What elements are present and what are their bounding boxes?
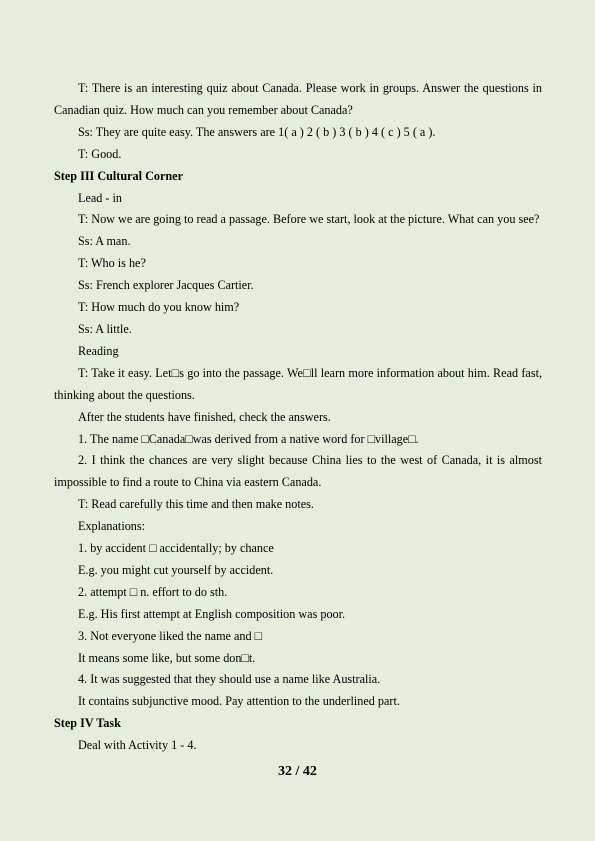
page-content [54, 78, 542, 757]
paragraph-quiz-intro: T: There is an interesting quiz about Canada. Please work in groups. Answer the questions in Canadian quiz. How much can you remember about Canada? [54, 81, 542, 117]
page-number: 32 / 42 [278, 764, 317, 779]
paragraph-read-fast: T: Take it easy. Let□s go into the passage. We□ll learn more information about him. Read fast, thinking about the questions. [54, 365, 542, 402]
explanation-2: 2. attempt □ n. effort to do sth. [78, 584, 228, 599]
example-1: E.g. you might cut yourself by accident. [78, 562, 274, 577]
heading-step-4: Step IV Task [54, 716, 121, 731]
paragraph-make-notes: T: Read carefully this time and then make notes. [78, 497, 314, 512]
example-2: E.g. His first attempt at English composition was poor. [78, 606, 346, 621]
explanation-3: 3. Not everyone liked the name and □ [78, 628, 263, 643]
explanation-1: 1. by accident □ accidentally; by chance [78, 541, 274, 556]
subheading-explanations: Explanations: [78, 519, 146, 534]
paragraph-check-answers: After the students have finished, check the answers. [78, 409, 331, 424]
paragraph-a-little: Ss: A little. [78, 321, 132, 336]
answer-1: 1. The name □Canada□was derived from a native word for □village□. [78, 431, 419, 446]
example-3: It means some like, but some don□t. [78, 650, 256, 665]
subheading-reading: Reading [78, 343, 119, 358]
paragraph-know-him: T: How much do you know him? [78, 300, 240, 315]
example-4: It contains subjunctive mood. Pay attention to the underlined part. [78, 694, 400, 709]
paragraph-look-picture: T: Now we are going to read a passage. Before we start, look at the picture. What can you see? [78, 212, 540, 227]
heading-step-3: Step III Cultural Corner [54, 168, 183, 183]
paragraph-a-man: Ss: A man. [78, 234, 131, 249]
paragraph-quiz-answers: Ss: They are quite easy. The answers are 1( a ) 2 ( b ) 3 ( b ) 4 ( c ) 5 ( a ). [78, 124, 436, 139]
answer-2: 2. I think the chances are very slight because China lies to the west of Canada, it is almost impossible to find a route to China via eastern Canada. [54, 453, 542, 490]
paragraph-jacques-cartier: Ss: French explorer Jacques Cartier. [78, 278, 254, 293]
paragraph-deal-with-activity: Deal with Activity 1 - 4. [78, 738, 197, 753]
subheading-lead-in: Lead - in [78, 190, 122, 205]
paragraph-teacher-good: T: Good. [78, 146, 122, 161]
paragraph-who-is-he: T: Who is he? [78, 256, 146, 271]
explanation-4: 4. It was suggested that they should use a name like Australia. [78, 672, 381, 687]
